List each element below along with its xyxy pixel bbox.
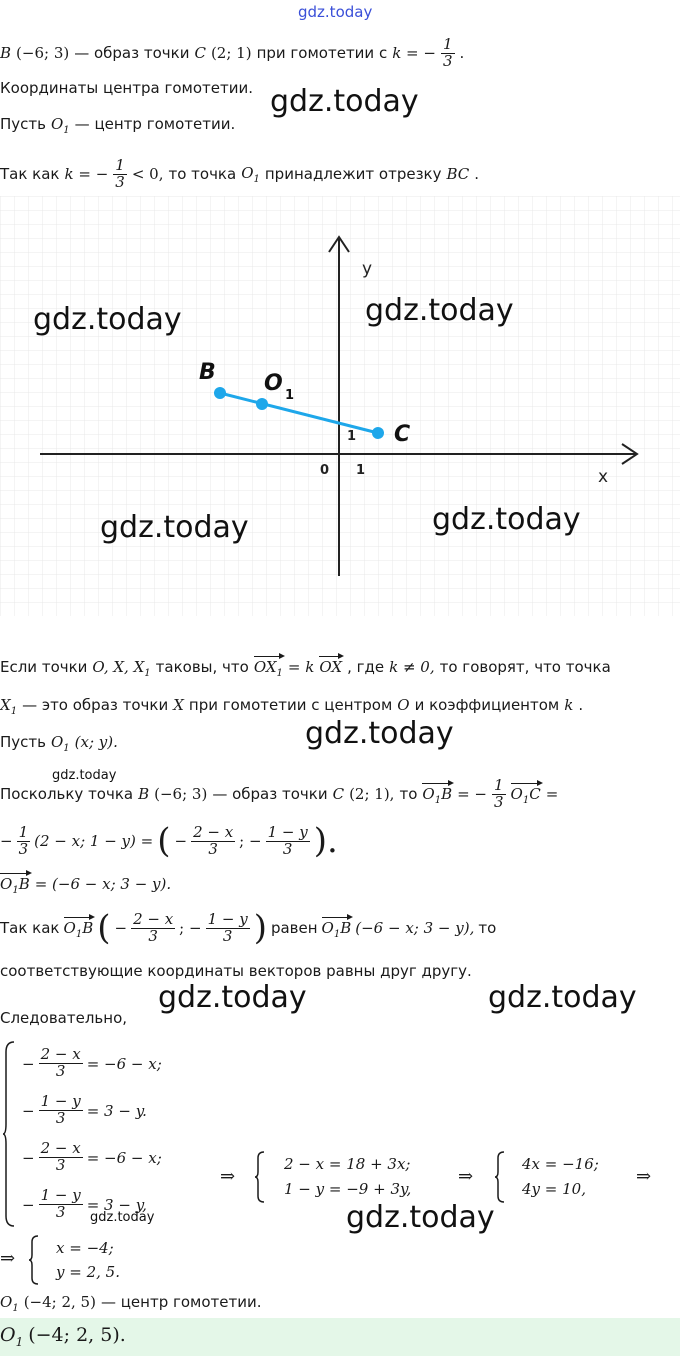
period: . [459, 44, 465, 62]
y-tick-label: 1 [347, 429, 357, 444]
point-x1 [0, 696, 17, 717]
text: то говорят, что точка [439, 658, 611, 676]
answer-box [0, 1318, 680, 1356]
equals: = [545, 785, 559, 803]
denominator: 3 [55, 1156, 66, 1174]
let-o1 [0, 733, 118, 754]
fraction [39, 1141, 83, 1174]
since-line [0, 772, 558, 816]
equation: y = 2, 5. [56, 1263, 120, 1281]
vector-letter: B [18, 875, 30, 893]
separator: ; − [179, 919, 202, 937]
text: равен [270, 919, 318, 937]
implies-arrow: ⇒ [458, 1166, 474, 1187]
point-o1 [0, 1293, 19, 1314]
system-4 [56, 1236, 120, 1284]
system-row [22, 1134, 222, 1181]
minus: − [22, 1101, 35, 1120]
point-b [214, 387, 226, 399]
watermark: gdz.today [365, 293, 514, 328]
vector-ox: OX [319, 658, 343, 676]
implies-arrow: ⇒ [220, 1166, 236, 1187]
k-expression: k = − [64, 165, 109, 183]
brace-icon [2, 1040, 16, 1228]
o-letter: O [0, 1324, 16, 1346]
point-c-label: C [394, 422, 411, 447]
vector-letter: O [510, 784, 523, 803]
subscript: 1 [434, 794, 442, 806]
vector-expression [0, 816, 338, 866]
fraction [131, 909, 175, 945]
k-letter: k [564, 696, 574, 714]
system-brace [254, 1150, 266, 1204]
answer-text [0, 1324, 126, 1349]
implies-arrow: ⇒ [0, 1248, 16, 1269]
watermark: gdz.today [158, 980, 307, 1015]
therefore-text: Следовательно, [0, 1009, 128, 1027]
point-c-coord: (2; 1), [349, 785, 395, 803]
subscript: 1 [253, 173, 260, 185]
watermark-small: gdz.today [90, 1210, 155, 1225]
text: , где [347, 658, 385, 676]
vector-letter: B [441, 784, 453, 803]
minus: − [22, 1054, 35, 1073]
system-brace [494, 1150, 506, 1204]
expression: (2 − x; 1 − y) = [34, 832, 154, 850]
coordinates: (−4; 2, 5) [23, 1293, 96, 1311]
point-o1-label: O [264, 371, 283, 396]
right-side: = 3 − y. [86, 1101, 147, 1120]
question-text: Координаты центра гомотетии. [0, 79, 253, 97]
vector-letter: B [82, 918, 94, 937]
system-row [22, 1087, 222, 1134]
right-side: = −6 − x; [86, 1148, 162, 1167]
equation: x = −4; [56, 1239, 114, 1257]
watermark: gdz.today [432, 502, 581, 537]
text: Пусть [0, 115, 46, 133]
fraction [191, 822, 235, 858]
separator: ; − [239, 832, 262, 850]
vector-letter: O [0, 875, 13, 893]
vector-letter: O [63, 918, 76, 937]
point-c: C [332, 785, 345, 803]
subscript: 1 [144, 668, 151, 679]
equals-k: = k [287, 658, 315, 676]
point-o1 [0, 1324, 23, 1349]
coordinate-figure [0, 196, 680, 616]
subscript: 1 [333, 928, 341, 940]
point-o1 [241, 164, 260, 185]
paren-close: ) [253, 908, 267, 948]
point-b-label: B [0, 44, 12, 62]
denominator: 3 [282, 839, 293, 858]
text: — центр гомотетии. [74, 115, 236, 133]
vector-letter: C [529, 784, 541, 803]
x-axis-label: x [598, 467, 609, 487]
system-1 [22, 1040, 222, 1228]
o-letter: O [50, 115, 64, 133]
text: — образ точки [212, 785, 328, 803]
numerator: 2 − x [40, 1045, 81, 1064]
equation: 2 − x = 18 + 3x; [284, 1155, 411, 1173]
point-b-coord: (−6; 3) [16, 44, 70, 62]
text: то [399, 785, 418, 803]
minus: − [114, 919, 128, 937]
equation: 4y = 10, [522, 1180, 586, 1198]
point-o1 [256, 398, 268, 410]
fraction [206, 909, 250, 945]
problem-statement [0, 31, 464, 75]
text: Пусть [0, 733, 46, 751]
subscript: 1 [522, 794, 530, 806]
point-b: B [138, 785, 150, 803]
denominator: 3 [148, 926, 158, 945]
vector-o1b [422, 783, 452, 806]
paren-open: ( [157, 821, 171, 861]
text: то точка [168, 165, 237, 183]
point-b-label: B [199, 360, 216, 385]
text: при гомотетии с центром [188, 696, 393, 714]
text: и коэффициентом [414, 696, 560, 714]
denominator: 3 [222, 926, 233, 945]
conclusion-text: соответствующие координаты векторов равны друг другу. [0, 962, 472, 980]
numerator: 1 − y [267, 822, 308, 841]
vector-o1b-coords [0, 873, 171, 896]
x-tick-label: 1 [356, 463, 366, 478]
subscript: 1 [75, 928, 83, 940]
period: . [578, 696, 584, 714]
fraction [39, 1047, 83, 1080]
watermark: gdz.today [270, 84, 419, 119]
brace-icon [254, 1150, 266, 1204]
segment-bc: BC [446, 165, 470, 183]
text: Поскольку точка [0, 785, 134, 803]
fraction [113, 155, 127, 191]
o-letter: O [50, 733, 64, 751]
minus: − [22, 1148, 35, 1167]
k-condition: k ≠ 0, [389, 658, 435, 676]
subscript: 1 [15, 1334, 24, 1349]
implies-arrow: ⇒ [636, 1166, 652, 1187]
subscript: 1 [63, 125, 70, 136]
fraction [39, 1188, 83, 1221]
brace-icon [494, 1150, 506, 1204]
definition-line-1 [0, 656, 611, 679]
vector-o1b [64, 917, 94, 940]
point-o1 [51, 115, 70, 136]
vector-o1b [0, 873, 30, 896]
points-list: O, X, X [92, 658, 145, 676]
denominator: 3 [55, 1109, 66, 1127]
fraction [441, 34, 455, 70]
definition-line-2 [0, 696, 583, 717]
vector-letters: OX [253, 658, 277, 676]
point-o1-subscript: 1 [285, 388, 295, 403]
watermark-top: gdz.today [298, 3, 373, 21]
numerator: 1 [18, 822, 29, 841]
o-letter: O [0, 1293, 13, 1311]
watermark-small: gdz.today [52, 768, 117, 783]
coordinates: (−4; 2, 5). [28, 1324, 126, 1346]
fraction [17, 822, 31, 858]
point-c-label: C [194, 44, 206, 62]
text: — образ точки [74, 44, 190, 62]
minus: − [174, 832, 188, 850]
text: Если точки [0, 658, 88, 676]
minus: − [0, 832, 13, 850]
text: при гомотетии с [256, 44, 388, 62]
x-letter: X [0, 696, 11, 714]
subscript: 1 [12, 885, 19, 896]
system-2 [284, 1152, 411, 1202]
fraction [39, 1094, 83, 1127]
numerator: 2 − x [40, 1139, 81, 1158]
text: — это образ точки [22, 696, 169, 714]
points [92, 658, 150, 679]
watermark: gdz.today [100, 510, 249, 545]
subscript: 1 [10, 706, 18, 717]
fraction [266, 822, 310, 858]
numerator: 1 [442, 34, 453, 53]
point-o: O [397, 696, 410, 714]
denominator: 3 [115, 172, 125, 191]
numerator: 2 − x [193, 822, 234, 841]
vector-letter: B [340, 918, 352, 937]
denominator: 3 [494, 792, 504, 811]
o-letter: O [241, 163, 254, 182]
right-side: = 3 − y, [86, 1195, 147, 1214]
denominator: 3 [18, 839, 29, 858]
paren-open: ( [97, 908, 111, 948]
point-b-coord: (−6; 3) [154, 785, 208, 803]
denominator: 3 [55, 1203, 66, 1221]
point-c [372, 427, 384, 439]
inequality: < 0, [131, 165, 164, 183]
numerator: 1 − y [40, 1092, 81, 1111]
subscript: 1 [276, 668, 283, 679]
watermark: gdz.today [305, 716, 454, 751]
denominator: 3 [55, 1062, 66, 1080]
text: Так как [0, 919, 60, 937]
expression: = (−6 − x; 3 − y). [34, 875, 172, 893]
brace-icon [28, 1234, 40, 1286]
system-brace [28, 1234, 40, 1286]
let-statement [0, 115, 235, 136]
vector-ox1 [254, 656, 283, 679]
period: . [474, 165, 480, 183]
fraction [492, 775, 506, 811]
equation: 1 − y = −9 + 3y, [284, 1180, 412, 1198]
point-c-coord: (2; 1) [210, 44, 252, 62]
numerator: 2 − x [133, 909, 174, 928]
subscript: 1 [12, 1303, 19, 1314]
text: таковы, что [155, 658, 249, 676]
equals-minus: = − [457, 785, 487, 803]
origin-label: 0 [320, 463, 330, 478]
point-x: X [173, 696, 184, 714]
system-3 [522, 1152, 599, 1202]
denominator: 3 [442, 51, 453, 70]
reasoning-line [0, 150, 479, 198]
numerator: 1 [494, 775, 504, 794]
system-row [22, 1040, 222, 1087]
watermark: gdz.today [346, 1200, 495, 1235]
right-side: = −6 − x; [86, 1054, 162, 1073]
vector-o1c [511, 783, 541, 806]
text: то [478, 919, 497, 937]
result-line [0, 1293, 262, 1314]
numerator: 1 [115, 155, 125, 174]
k-expression: k = − [392, 44, 436, 62]
comparison-line [0, 902, 496, 954]
minus: − [22, 1195, 35, 1214]
expression: (−6 − x; 3 − y), [355, 919, 475, 937]
vector-o1b [322, 917, 352, 940]
watermark: gdz.today [33, 302, 182, 337]
paren-close: ). [313, 821, 338, 861]
watermark: gdz.today [488, 980, 637, 1015]
vector-letter: O [422, 784, 435, 803]
denominator: 3 [208, 839, 218, 858]
point-o1 [51, 733, 70, 754]
numerator: 1 − y [207, 909, 248, 928]
numerator: 1 − y [40, 1186, 81, 1205]
text: принадлежит отрезку [264, 165, 442, 183]
system-brace [2, 1040, 16, 1228]
text: — центр гомотетии. [100, 1293, 262, 1311]
subscript: 1 [63, 743, 70, 754]
coordinates: (x; y). [74, 733, 118, 751]
vector-letter: O [321, 918, 334, 937]
equation: 4x = −16; [522, 1155, 599, 1173]
y-axis-label: y [362, 259, 373, 279]
text: Так как [0, 165, 60, 183]
